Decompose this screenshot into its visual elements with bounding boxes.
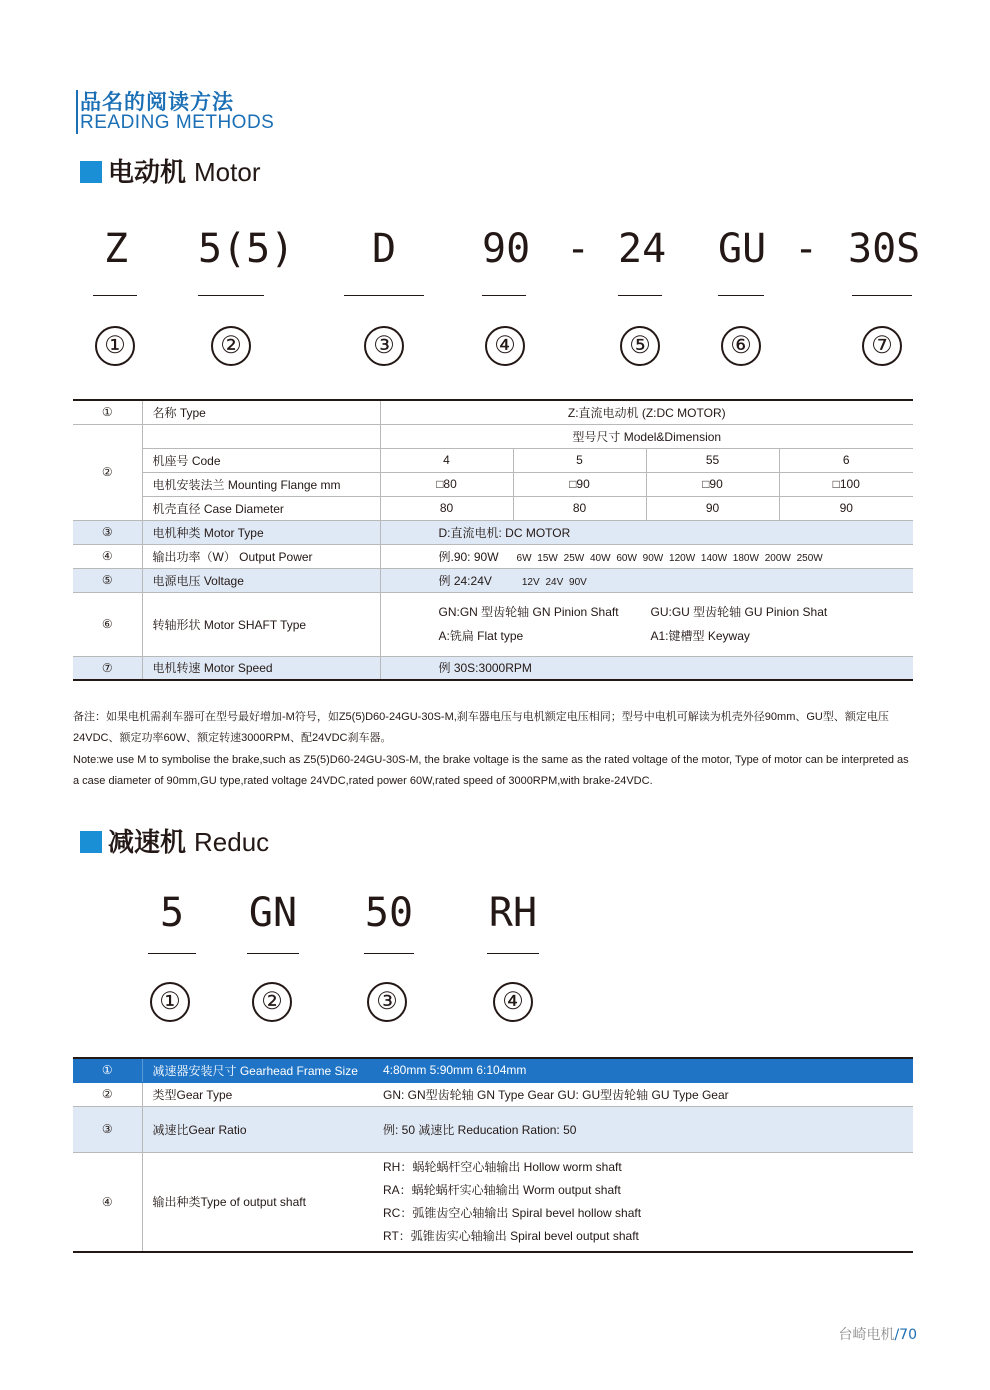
note-cn: 备注：如果电机需刹车器可在型号最好增加-M符号，如Z5(5)D60-24GU-30S-M,刹车器电压与电机额定电压相同；型号中电机可解读为机壳外径90mm、GU型、额定电压24VDC、额定功率60W、额定转速3000RPM、配24VDC刹车器。 (73, 711, 889, 744)
voltage-example: 例 24:24V (438, 573, 492, 588)
reducer-marker: ④ (493, 982, 533, 1022)
cell-value: 5 (513, 448, 646, 472)
motor-section-title (80, 152, 260, 189)
code-underline (247, 953, 299, 954)
row-number: ② (73, 424, 142, 520)
row-number: ③ (73, 520, 142, 544)
reducer-marker: ③ (367, 982, 407, 1022)
row-number: ① (73, 1058, 142, 1082)
code-underline (344, 295, 424, 296)
footer (838, 1324, 917, 1344)
row-value (380, 592, 913, 656)
row-label: 电机安装法兰 Mounting Flange mm (142, 472, 380, 496)
motor-code-part: Z (103, 226, 129, 272)
cell-value: □90 (513, 472, 646, 496)
motor-code-part: 30S (848, 226, 921, 272)
row-number: ⑦ (73, 656, 142, 680)
table-row (73, 592, 913, 656)
row-label: 名称 Type (142, 400, 380, 424)
reducer-marker: ① (150, 982, 190, 1022)
reducer-marker: ② (252, 982, 292, 1022)
cell-value: □90 (646, 472, 779, 496)
row-label: 减速比Gear Ratio (142, 1106, 373, 1152)
row-value (380, 568, 913, 592)
header-title-cn: 品名的阅读方法 (80, 90, 234, 114)
cell-value: 80 (513, 496, 646, 520)
note-en: Note:we use M to symbolise the brake,such as Z5(5)D60-24GU-30S-M, the brake voltage is the same as the rated voltage of the motor, Type of motor can be interpreted as a case diameter of 90mm,GU type,rated voltage 24VDC,rated power 60W,rated speed of 3000RPM,with brake-24VDC. (73, 754, 909, 787)
row-label: 转轴形状 Motor SHAFT Type (142, 592, 380, 656)
motor-marker: ⑦ (862, 326, 902, 366)
row-label-empty (142, 424, 380, 448)
motor-code-dash: - (566, 226, 591, 272)
table-row (73, 1082, 913, 1106)
table-row (73, 544, 913, 568)
row-label: 电源电压 Voltage (142, 568, 380, 592)
dimension-header: 型号尺寸 Model&Dimension (380, 424, 913, 448)
reducer-code-part: RH (488, 890, 538, 936)
code-underline (487, 953, 539, 954)
shaft-gn: GN:GN 型齿轮轴 GN Pinion Shaft (438, 605, 619, 619)
table-row (73, 496, 913, 520)
code-underline (198, 295, 264, 296)
footer-brand: 台崎电机 (838, 1327, 895, 1343)
row-value: Z:直流电动机 (Z:DC MOTOR) (380, 400, 913, 424)
row-value (373, 1152, 913, 1252)
cell-value: 6 (779, 448, 913, 472)
reducer-code-part: 5 (159, 890, 185, 936)
motor-code-part: 90 (482, 226, 531, 272)
row-value: 例 30S:3000RPM (380, 656, 913, 680)
row-label: 电机种类 Motor Type (142, 520, 380, 544)
output-shaft-option: RA：蜗轮蜗杆实心轴输出 Worm output shaft (383, 1182, 621, 1197)
motor-code-dash: - (794, 226, 819, 272)
code-underline (148, 953, 196, 954)
table-row (73, 400, 913, 424)
reducer-section-title (80, 822, 269, 859)
motor-code-part: 5(5) (198, 226, 295, 272)
motor-marker: ③ (364, 326, 404, 366)
cell-value: □80 (380, 472, 513, 496)
row-number: ⑥ (73, 592, 142, 656)
row-number: ④ (73, 1152, 142, 1252)
reducer-spec-table (73, 1057, 913, 1253)
header-title-en: READING METHODS (80, 112, 275, 133)
row-number: ⑤ (73, 568, 142, 592)
section-square-icon (80, 831, 102, 853)
row-value: 4:80mm 5:90mm 6:104mm (373, 1058, 913, 1082)
table-row (73, 568, 913, 592)
power-example: 例.90: 90W (438, 549, 499, 564)
motor-marker: ⑤ (620, 326, 660, 366)
output-shaft-option: RC：弧锥齿空心轴输出 Spiral bevel hollow shaft (383, 1205, 642, 1220)
motor-marker: ④ (485, 326, 525, 366)
voltage-options: 12V 24V 90V (521, 576, 587, 588)
cell-value: 80 (380, 496, 513, 520)
page-number: /70 (894, 1327, 917, 1343)
motor-marker: ⑥ (721, 326, 761, 366)
motor-code-part: 24 (618, 226, 667, 272)
row-value: GN: GN型齿轮轴 GN Type Gear GU: GU型齿轮轴 GU Type Gear (373, 1082, 913, 1106)
row-label: 输出功率（W） Output Power (142, 544, 380, 568)
row-label: 电机转速 Motor Speed (142, 656, 380, 680)
cell-value: 4 (380, 448, 513, 472)
table-row (73, 448, 913, 472)
row-label: 减速器安装尺寸 Gearhead Frame Size (142, 1058, 373, 1082)
motor-marker: ① (95, 326, 135, 366)
table-row (73, 1106, 913, 1152)
code-underline (93, 295, 137, 296)
section-square-icon (80, 161, 102, 183)
code-underline (718, 295, 764, 296)
row-number: ④ (73, 544, 142, 568)
reducer-section-cn: 减速机 (108, 828, 187, 858)
shaft-flat: A:铣扁 Flat type (438, 629, 524, 643)
code-underline (364, 953, 414, 954)
cell-value: 90 (646, 496, 779, 520)
motor-spec-table (73, 399, 913, 681)
code-underline (618, 295, 662, 296)
motor-marker: ② (211, 326, 251, 366)
power-options: 6W 15W 25W 40W 60W 90W 120W 140W 180W 200W 250W (516, 552, 823, 564)
table-row (73, 1152, 913, 1252)
reducer-section-en: Reduc (194, 827, 270, 857)
table-row (73, 656, 913, 680)
motor-section-cn: 电动机 (108, 158, 187, 188)
row-value: D:直流电机: DC MOTOR (380, 520, 913, 544)
row-label: 输出种类Type of output shaft (142, 1152, 373, 1252)
shaft-gu: GU:GU 型齿轮轴 GU Pinion Shat (650, 605, 828, 619)
row-number: ③ (73, 1106, 142, 1152)
row-number: ① (73, 400, 142, 424)
table-row (73, 1058, 913, 1082)
table-row (73, 520, 913, 544)
cell-value: 55 (646, 448, 779, 472)
row-number: ② (73, 1082, 142, 1106)
row-label: 机座号 Code (142, 448, 380, 472)
output-shaft-option: RH：蜗轮蜗杆空心轴输出 Hollow worm shaft (383, 1159, 622, 1174)
motor-code-part: D (371, 226, 397, 272)
table-row (73, 424, 913, 448)
cell-value: □100 (779, 472, 913, 496)
reducer-code-part: GN (248, 890, 298, 936)
shaft-keyway: A1:键槽型 Keyway (650, 629, 750, 643)
code-underline (482, 295, 526, 296)
header-accent-bar (76, 90, 78, 134)
row-label: 机壳直径 Case Diameter (142, 496, 380, 520)
table-row (73, 472, 913, 496)
row-value (380, 544, 913, 568)
cell-value: 90 (779, 496, 913, 520)
code-underline (852, 295, 912, 296)
output-shaft-option: RT：弧锥齿实心轴输出 Spiral bevel output shaft (383, 1228, 639, 1243)
motor-code-part: GU (718, 226, 767, 272)
row-value: 例: 50 减速比 Reducation Ration: 50 (373, 1106, 913, 1152)
reducer-code-part: 50 (364, 890, 414, 936)
row-label: 类型Gear Type (142, 1082, 373, 1106)
motor-section-en: Motor (194, 157, 261, 187)
